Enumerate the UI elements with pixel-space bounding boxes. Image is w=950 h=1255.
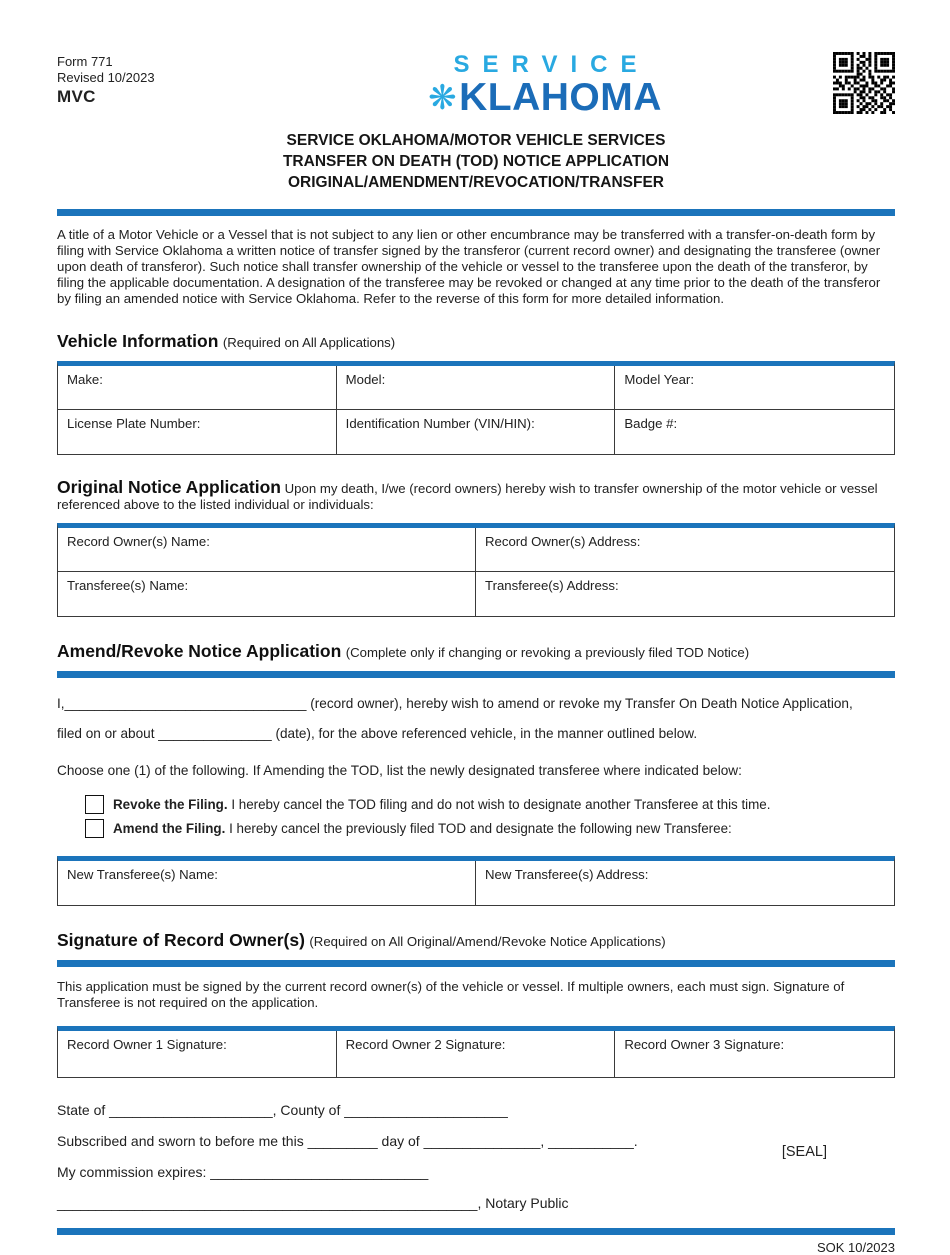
revoke-option-text: I hereby cancel the TOD filing and do not wish to designate another Transferee at this time. <box>227 796 771 812</box>
record-owner-table <box>57 523 895 617</box>
notary-subscribed-line: Subscribed and sworn to before me this _________ day of _______________, ___________. <box>57 1132 638 1149</box>
form-info <box>57 50 257 105</box>
owner1-signature-cell[interactable] <box>58 1031 337 1077</box>
record-owner-address-cell[interactable] <box>476 528 894 572</box>
original-heading-note: Upon my death, I/we (record owners) hereby wish to transfer ownership of the motor vehicle or vessel referenced above to the listed individual or individuals: <box>57 480 878 513</box>
snowflake-o-icon: ❋ <box>428 79 458 117</box>
amend-line-2: filed on or about _______________ (date), for the above referenced vehicle, in the manner outlined below. <box>57 725 698 741</box>
transferee-name-cell[interactable] <box>58 572 476 616</box>
model-label: Model: <box>345 371 386 387</box>
amend-section-heading <box>57 641 895 662</box>
vehicle-heading-note: (Required on All Applications) <box>222 334 396 350</box>
logo-oklahoma-text <box>257 78 833 118</box>
transferee-address-cell[interactable] <box>476 572 894 616</box>
vehicle-info-table <box>57 361 895 455</box>
new-transferee-address-label: New Transferee(s) Address: <box>485 866 649 882</box>
new-transferee-table <box>57 856 895 906</box>
license-plate-field-cell[interactable] <box>58 410 337 454</box>
amend-option-label <box>113 819 732 838</box>
form-title <box>57 130 895 193</box>
revoke-filing-checkbox[interactable] <box>85 795 104 814</box>
transferee-name-label: Transferee(s) Name: <box>67 577 189 593</box>
transferee-address-label: Transferee(s) Address: <box>485 577 619 593</box>
intro-paragraph: A title of a Motor Vehicle or a Vessel that is not subject to any lien or other encumbrance may be transferred with a transfer-on-death form by filing with Service Oklahoma a written notice of transfer signed by the transferor (current record owner) and designating the transferee (owner upon death of transferor). Such notice shall transfer ownership of the vehicle or vessel to the transferee upon the death of the transferor, by filing the applicable documentation. A designation of the transferee may be revoked or changed at any time prior to the death of the transferor by filing an amended notice with Service Oklahoma. Refer to the reverse of this form for more detailed information. <box>57 227 881 306</box>
owner2-signature-cell[interactable] <box>337 1031 616 1077</box>
badge-label: Badge #: <box>624 415 678 431</box>
original-section-heading <box>57 476 895 514</box>
signature-heading-note: (Required on All Original/Amend/Revoke Notice Applications) <box>309 933 666 949</box>
footer-code: SOK 10/2023 <box>816 1239 895 1255</box>
form-revision: Revised 10/2023 <box>57 70 155 85</box>
model-year-label: Model Year: <box>624 371 694 387</box>
form-title-line2: TRANSFER ON DEATH (TOD) NOTICE APPLICATION <box>282 153 670 170</box>
owner2-signature-label: Record Owner 2 Signature: <box>345 1036 506 1052</box>
amend-line-1: I,________________________________ (record owner), hereby wish to amend or revoke my Transfer On Death Notice Application, <box>57 695 853 711</box>
signature-section-heading <box>57 930 895 951</box>
badge-field-cell[interactable] <box>615 410 894 454</box>
new-transferee-name-cell[interactable] <box>58 861 476 905</box>
divider-bar-bottom <box>57 1228 895 1235</box>
service-oklahoma-logo <box>257 50 833 118</box>
vehicle-section-heading <box>57 331 895 352</box>
vin-label: Identification Number (VIN/HIN): <box>345 415 535 431</box>
logo-klahoma-text: KLAHOMA <box>459 76 662 119</box>
form-header <box>57 50 895 118</box>
license-plate-label: License Plate Number: <box>67 415 201 431</box>
revoke-option-label <box>113 795 770 814</box>
logo-service-text: SERVICE <box>453 51 650 78</box>
form-title-line3: ORIGINAL/AMENDMENT/REVOCATION/TRANSFER <box>287 174 664 191</box>
amend-filing-checkbox[interactable] <box>85 819 104 838</box>
qr-code <box>833 52 895 114</box>
record-owner-name-label: Record Owner(s) Name: <box>67 533 210 549</box>
form-number: Form 771 <box>57 54 113 69</box>
amend-option-bold: Amend the Filing. <box>113 820 226 836</box>
notary-commission-line: My commission expires: ____________________________ <box>57 1163 429 1180</box>
revoke-option-bold: Revoke the Filing. <box>113 796 228 812</box>
owner3-signature-cell[interactable] <box>615 1031 894 1077</box>
model-field-cell[interactable] <box>337 366 616 410</box>
notary-block <box>57 1102 895 1212</box>
divider-bar-signature <box>57 960 895 967</box>
record-owner-address-label: Record Owner(s) Address: <box>485 533 641 549</box>
original-heading: Original Notice Application <box>57 476 281 497</box>
record-owner-name-cell[interactable] <box>58 528 476 572</box>
notary-public-line: ______________________________________________________, Notary Public <box>57 1194 569 1211</box>
signature-note: This application must be signed by the current record owner(s) of the vehicle or vessel. If multiple owners, each must sign. Signature of Transferee is not required on the application. <box>57 978 845 1011</box>
vehicle-heading: Vehicle Information <box>57 330 219 351</box>
notary-state-county-line: State of _____________________, County of _____________________ <box>57 1101 508 1118</box>
owner3-signature-label: Record Owner 3 Signature: <box>624 1036 785 1052</box>
vin-field-cell[interactable] <box>337 410 616 454</box>
choose-one-text: Choose one (1) of the following. If Amending the TOD, list the newly designated transferee where indicated below: <box>57 762 742 778</box>
model-year-field-cell[interactable] <box>615 366 894 410</box>
owner1-signature-label: Record Owner 1 Signature: <box>67 1036 227 1052</box>
divider-bar-amend <box>57 671 895 678</box>
make-field-cell[interactable] <box>58 366 337 410</box>
amend-heading-note: (Complete only if changing or revoking a previously filed TOD Notice) <box>345 644 750 660</box>
divider-bar-top <box>57 209 895 216</box>
amend-options <box>85 795 895 838</box>
make-label: Make: <box>67 371 103 387</box>
form-agency: MVC <box>57 87 96 106</box>
amend-option-text: I hereby cancel the previously filed TOD and designate the following new Transferee: <box>225 820 732 836</box>
form-title-line1: SERVICE OKLAHOMA/MOTOR VEHICLE SERVICES <box>286 132 666 149</box>
seal-placeholder: [SEAL] <box>781 1143 827 1160</box>
revoke-option-row <box>85 795 895 814</box>
new-transferee-name-label: New Transferee(s) Name: <box>67 866 218 882</box>
amend-option-row <box>85 819 895 838</box>
new-transferee-address-cell[interactable] <box>476 861 894 905</box>
signature-heading: Signature of Record Owner(s) <box>57 929 305 950</box>
signature-table <box>57 1026 895 1078</box>
amend-heading: Amend/Revoke Notice Application <box>57 640 342 661</box>
